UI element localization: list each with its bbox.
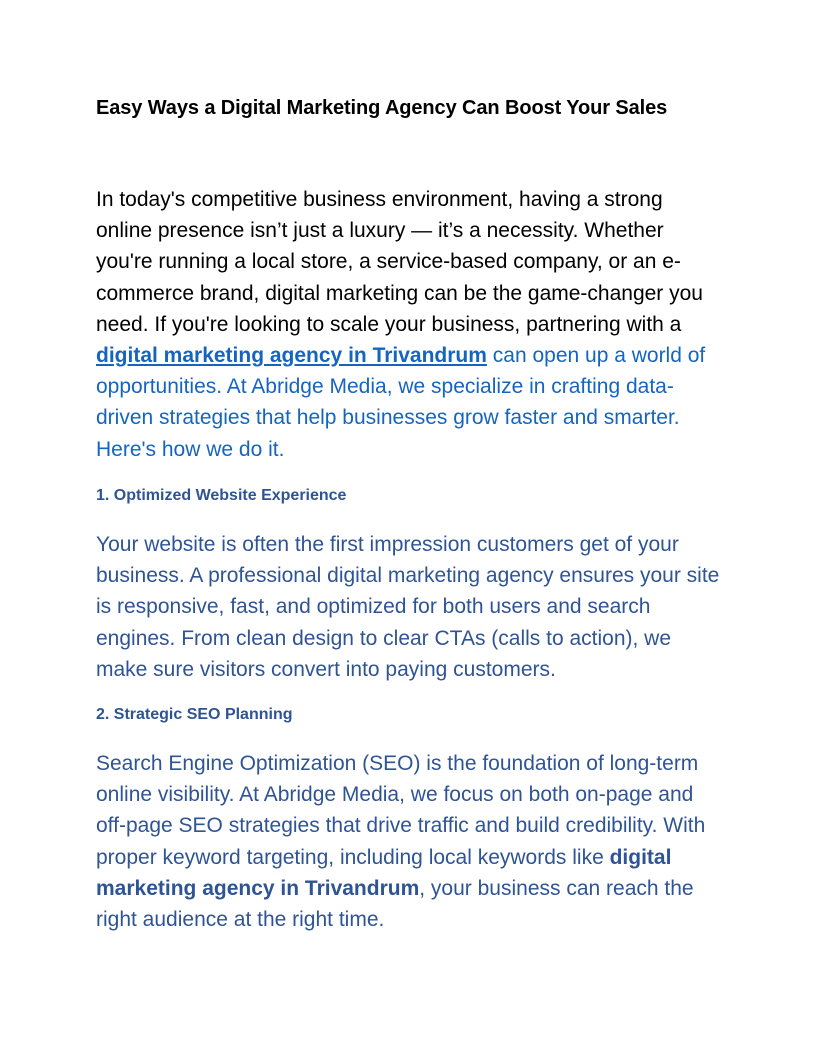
agency-link[interactable]: digital marketing agency in Trivandrum [96,344,487,368]
intro-paragraph [96,184,720,465]
section-heading-seo: 2. Strategic SEO Planning [96,706,293,723]
seo-text: Search Engine Optimization (SEO) is the foundation of long-term online visibility. At Abridge Media, we focus on both on-page and off-page SEO strategies that drive traffic and build credibility. With proper keyword targeting, including local keywords like [96,752,706,869]
section-body-website: Your website is often the first impression customers get of your business. A professional digital marketing agency ensures your site is responsive, fast, and optimized for both users and search engines. From clean design to clear CTAs (calls to action), we make sure visitors convert into paying customers. [96,533,720,681]
section-heading-website: 1. Optimized Website Experience [96,487,347,504]
document-title: Easy Ways a Digital Marketing Agency Can Boost Your Sales [96,97,668,119]
section-body-seo [96,748,720,935]
seo-text-continued: , your business can reach the right audience at the right time. [96,876,694,932]
seo-keyword-bold: digital marketing agency in Trivandrum [96,845,672,900]
intro-text: In today's competitive business environment, having a strong online presence isn’t just a luxury — it’s a necessity. Whether you're running a local store, a service-based company, or an e-commerce brand, digital marketing can be the game-changer you need. If you're looking to scale your business, partnering with a [96,188,703,336]
intro-text-continued: can open up a world of opportunities. At Abridge Media, we specialize in crafting data-driven strategies that help businesses grow faster and smarter. Here's how we do it. [96,344,706,461]
